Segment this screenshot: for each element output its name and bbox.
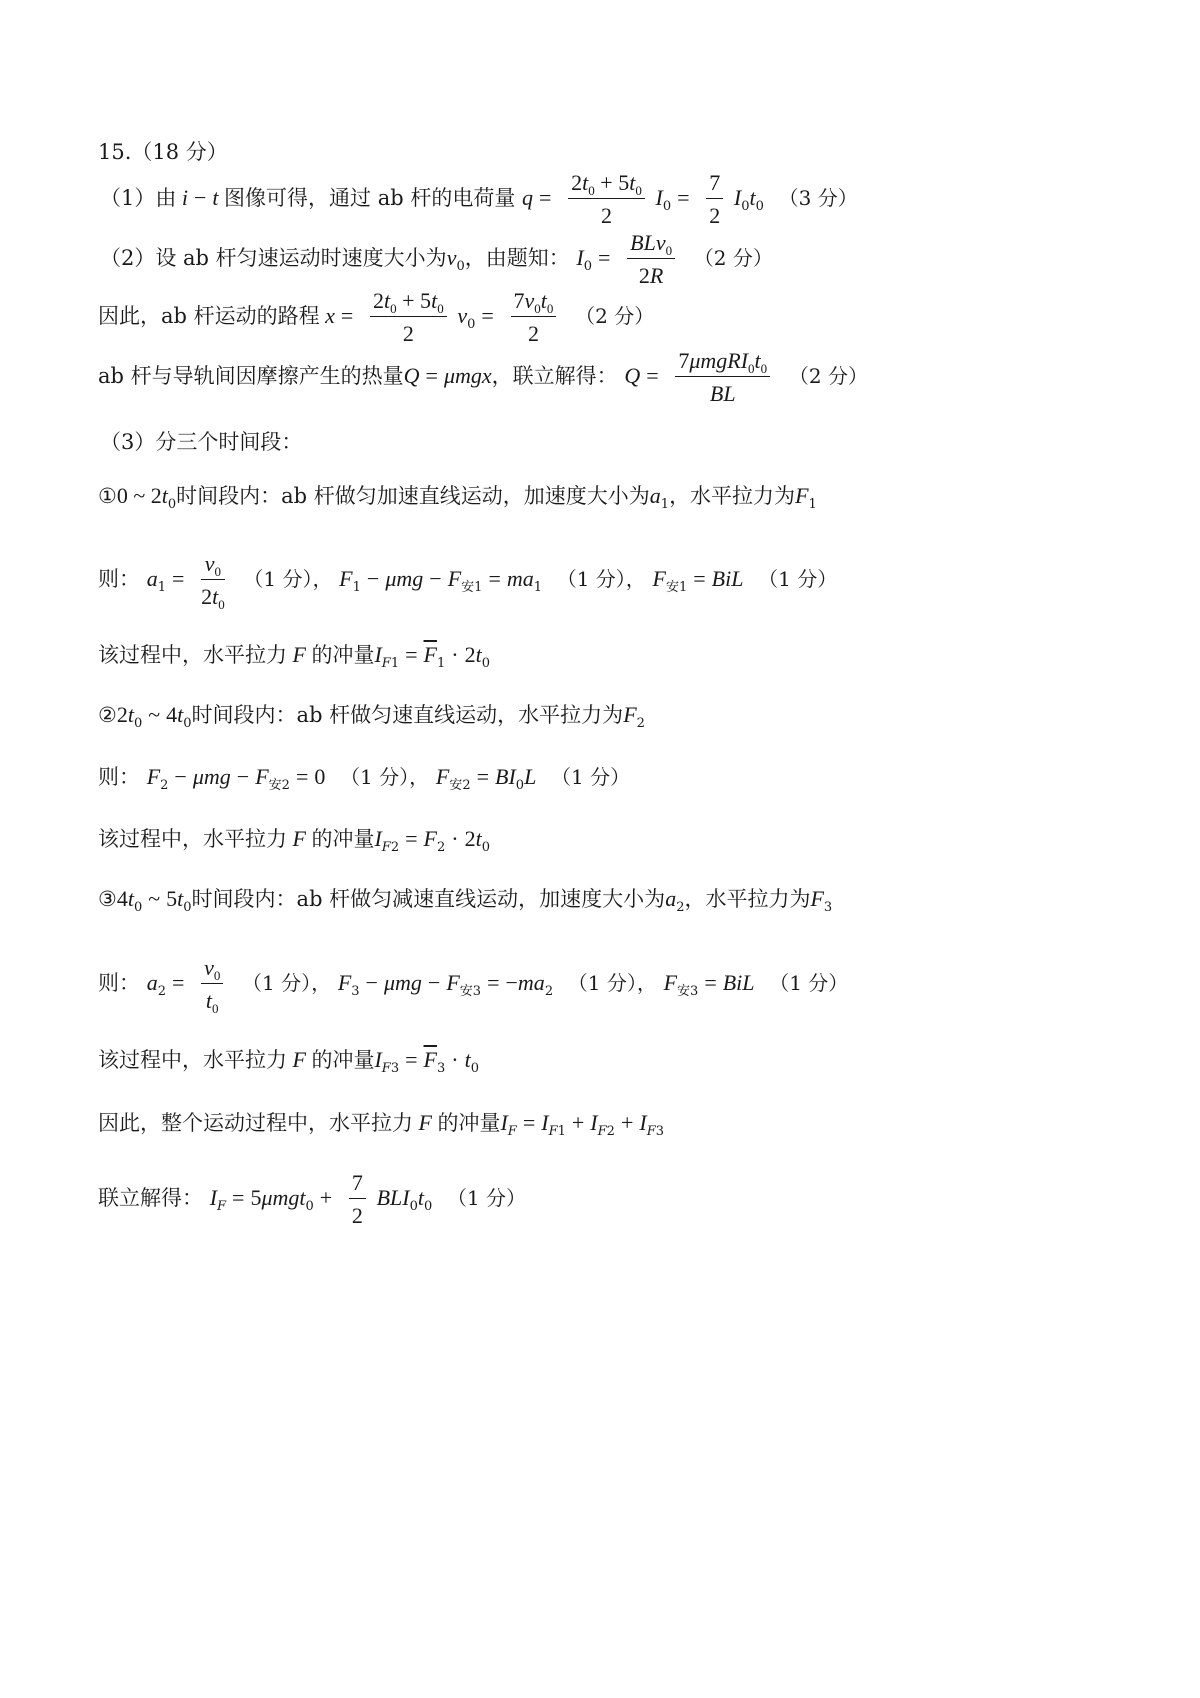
stage1-equations: 则： $a_1$ = $\frac{v_0}{2t_0}$ （1 分）， $F_1 - \mu mg - F_{安1} = ma_1$ （1 分）， $F_{安1}$ = BiL （1 分） xyxy=(98,551,838,612)
part2-text: ，由题知： xyxy=(464,246,570,270)
part2-score: （2 分） xyxy=(693,246,773,270)
part1-label: （1）由 xyxy=(100,186,177,210)
stage3-text: 时间段内：ab 杆做匀减速直线运动，加速度大小为 xyxy=(191,887,666,911)
stage2-impulse: 该过程中，水平拉力 F 的冲量$I_{F2} = F_2 \cdot 2t_0$ xyxy=(98,826,490,855)
part2-heat-score: （2 分） xyxy=(788,364,868,388)
stage3-line: $③4t_0$ ~ $5t_0$时间段内：ab 杆做匀减速直线运动，加速度大小为$a_2$，水平拉力为$F_3$ xyxy=(98,886,833,915)
total-impulse: 因此，整个运动过程中，水平拉力 F 的冲量$I_F = I_{F1} + I_{F2} + I_{F3}$ xyxy=(98,1110,664,1139)
part2-fraction: $\frac{BLv_0}{2R}$ xyxy=(627,232,675,287)
part2-heat-fraction: $\frac{7\mu mgRI_0t_0}{BL}$ xyxy=(675,350,770,405)
part2-path-label: 因此，ab 杆运动的路程 xyxy=(98,304,320,328)
part1-score: （3 分） xyxy=(778,186,858,210)
final-result: 联立解得： $I_F = 5\mu mgt_0$ + $\frac{7}{2}$ $BLI_0t_0$ （1 分） xyxy=(98,1170,527,1228)
stage1-line: ①0 ~ $2t_0$时间段内：ab 杆做匀加速直线运动，加速度大小为$a_1$，水平拉力为$F_1$ xyxy=(98,483,817,512)
part2-heat-line: ab 杆与导轨间因摩擦产生的热量Q = μmgx，联立解得： Q = $\frac{7\mu mgRI_0t_0}{BL}$ （2 分） xyxy=(98,348,868,406)
part2-heat-label: ab 杆与导轨间因摩擦产生的热量 xyxy=(98,364,404,388)
part1-line: （1）由 i − t 图像可得，通过 ab 杆的电荷量 q = $\frac{2t_0 + 5t_0}{2}$ $I_0$ = $\frac{7}{2}$ $I_0t_0$ （3 分） xyxy=(100,170,858,228)
part2-heat-text: ，联立解得： xyxy=(491,364,618,388)
stage1-impulse: 该过程中，水平拉力 F 的冲量$I_{F1} = \overline{F}_1 \cdot 2t_0$ xyxy=(98,642,490,671)
part1-text: 图像可得，通过 ab 杆的电荷量 xyxy=(224,186,516,210)
part1-fraction: $\frac{2t_0 + 5t_0}{2}$ xyxy=(568,172,645,227)
part2-label: （2）设 ab 杆匀速运动时速度大小为 xyxy=(100,246,447,270)
part2-path-line: 因此，ab 杆运动的路程 x = $\frac{2t_0 + 5t_0}{2}$ $v_0$ = $\frac{7v_0t_0}{2}$ （2 分） xyxy=(98,288,655,346)
part3-label: （3）分三个时间段： xyxy=(100,430,303,454)
part2-line: （2）设 ab 杆匀速运动时速度大小为$v_0$，由题知： $I_0$ = $\frac{BLv_0}{2R}$ （2 分） xyxy=(100,230,773,288)
part2-path-score: （2 分） xyxy=(575,304,655,328)
stage2-equations: 则： $F_2 - \mu mg - F_{安2} = 0$ （1 分）， $F_{安2} = BI_0L$ （1 分） xyxy=(98,764,631,793)
question-header: 15.（18 分） xyxy=(98,140,228,164)
stage2-line: $②2t_0$ ~ $4t_0$时间段内：ab 杆做匀速直线运动，水平拉力为$F_2$ xyxy=(98,702,645,731)
stage3-equations: 则： $a_2$ = $\frac{v_0}{t_0}$ （1 分）， $F_3 - \mu mg - F_{安3} = -ma_2$ （1 分）， $F_{安3}$ = BiL （1 分） xyxy=(98,955,849,1016)
stage3-impulse: 该过程中，水平拉力 F 的冲量$I_{F3} = \overline{F}_3 \cdot t_0$ xyxy=(98,1047,479,1076)
stage2-text: 时间段内：ab 杆做匀速直线运动，水平拉力为 xyxy=(191,703,624,727)
stage1-text: 时间段内：ab 杆做匀加速直线运动，加速度大小为 xyxy=(176,484,650,508)
